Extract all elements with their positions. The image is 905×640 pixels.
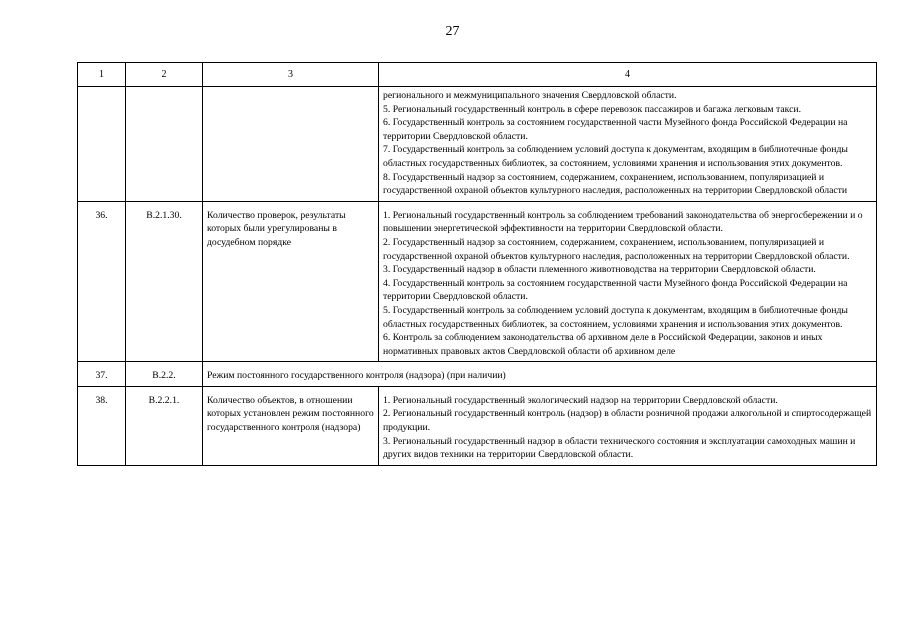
list-item: 8. Государственный надзор за состоянием, содержанием, сохранением, использованием, популяризацией и государственной охраной объектов культурного наследия, расположенных на территории Свердловской области [383, 171, 848, 197]
column-header: 1 [78, 63, 126, 87]
table-row [78, 87, 877, 202]
list-item: 1. Региональный государственный контроль за соблюдением требований законодательства об энергосбережении и о повышении энергетической эффективности на территории Свердловской области. [383, 209, 863, 235]
list-item: 3. Государственный надзор в области племенного животноводства на территории Свердловской области. [383, 264, 816, 276]
row-number [78, 87, 126, 202]
list-item: 2. Государственный надзор за состоянием, содержанием, сохранением, использованием, популяризацией и государственной охраной объектов культурного наследия, расположенных на территории Свердловской области. [383, 236, 850, 262]
list-item: 3. Региональный государственный надзор в области технического состояния и эксплуатации самоходных машин и других видов техники на территории Свердловской области. [383, 435, 856, 461]
table-row [78, 362, 877, 387]
control-types-cell [379, 201, 877, 362]
list-item: 1. Региональный государственный экологический надзор на территории Свердловской области. [383, 394, 778, 406]
row-number: 37. [78, 362, 126, 387]
page-number: 27 [445, 24, 460, 39]
row-code: B.2.2.1. [126, 386, 203, 465]
row-number: 36. [78, 201, 126, 362]
list-item: регионального и межмуниципального значения Свердловской области. [383, 90, 677, 101]
control-types-cell [379, 87, 877, 202]
list-item: 7. Государственный контроль за соблюдением условий доступа к документам, входящим в библиотечные фонды областных государственных библиотек, за состоянием, условиями хранения и использования этих документов. [383, 144, 848, 169]
table-header-row [78, 63, 877, 87]
list-item: 5. Региональный государственный контроль в сфере перевозок пассажиров и багажа легковым такси. [383, 103, 802, 115]
data-table [77, 62, 877, 466]
row-number: 38. [78, 386, 126, 465]
section-title: Режим постоянного государственного контроля (надзора) (при наличии) [203, 362, 877, 387]
list-item: 6. Контроль за соблюдением законодательства об архивном деле в Российской Федерации, законов и иных нормативных правовых актов Свердловской области об архивном деле [383, 332, 823, 357]
list-item: 6. Государственный контроль за состоянием государственной части Музейного фонда Российской Федерации на территории Свердловской области. [383, 117, 848, 142]
list-item: 2. Региональный государственный контроль (надзор) в области розничной продажи алкогольной и спиртосодержащей продукции. [383, 408, 872, 434]
row-code [126, 87, 203, 202]
table-row [78, 386, 877, 465]
row-code: B.2.1.30. [126, 201, 203, 362]
indicator-name: Количество проверок, результаты которых были урегулированы в досудебном порядке [203, 201, 379, 362]
control-types-cell [379, 386, 877, 465]
list-item: 5. Государственный контроль за соблюдением условий доступа к документам, входящим в библиотечные фонды областных государственных библиотек, за состоянием, условиями хранения и использования этих документов. [383, 304, 848, 330]
column-header: 2 [126, 63, 203, 87]
list-item: 4. Государственный контроль за состоянием государственной части Музейного фонда Российской Федерации на территории Свердловской области. [383, 277, 848, 303]
column-header: 3 [203, 63, 379, 87]
column-header: 4 [379, 63, 877, 87]
indicator-name: Количество объектов, в отношении которых установлен режим постоянного государственного контроля (надзора) [203, 386, 379, 465]
table-row [78, 201, 877, 362]
indicator-name [203, 87, 379, 202]
row-code: B.2.2. [126, 362, 203, 387]
